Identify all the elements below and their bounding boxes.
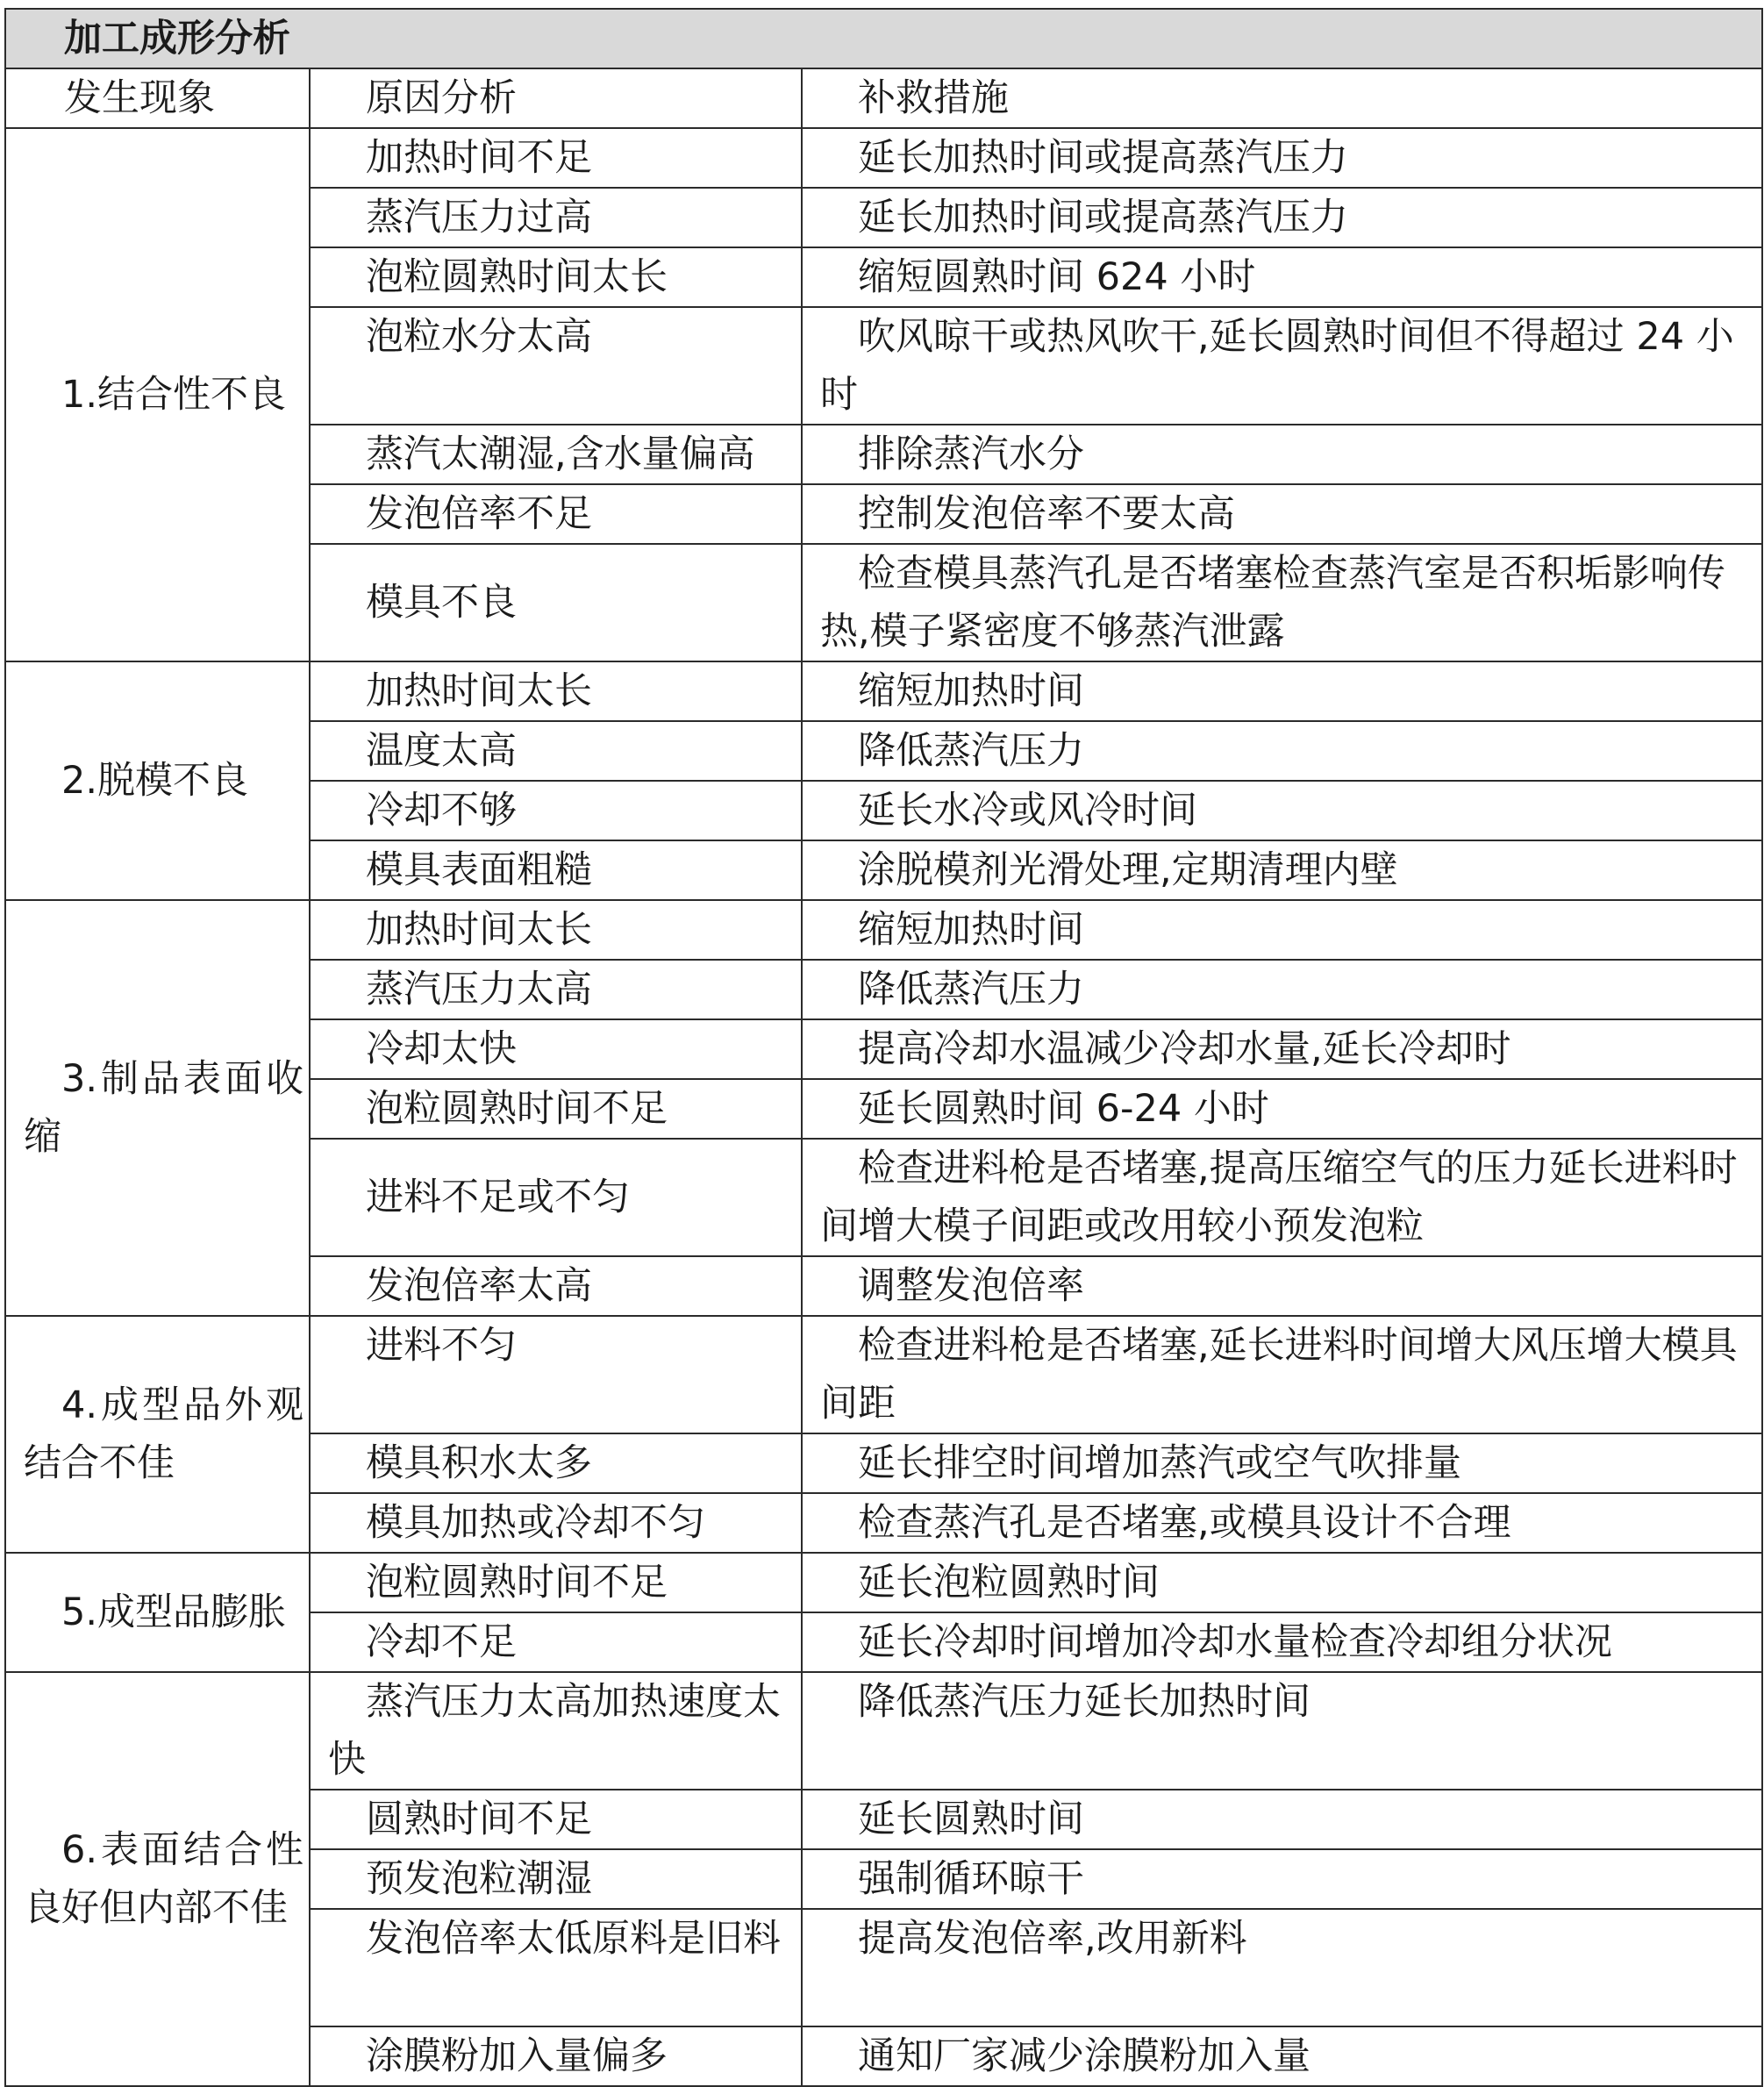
remedy-cell: 调整发泡倍率 [802, 1256, 1762, 1316]
remedy-cell: 提高发泡倍率,改用新料 [802, 1909, 1762, 2026]
table-row [5, 128, 1762, 188]
remedy-cell: 缩短加热时间 [802, 900, 1762, 960]
cause-cell: 模具积水太多 [310, 1433, 802, 1493]
cause-cell: 加热时间太长 [310, 900, 802, 960]
remedy-cell: 吹风晾干或热风吹干,延长圆熟时间但不得超过 24 小时 [802, 307, 1762, 425]
symptom-cell: 6.表面结合性良好但内部不佳 [5, 1672, 310, 2086]
cause-cell: 模具加热或冷却不匀 [310, 1493, 802, 1553]
remedy-cell: 涂脱模剂光滑处理,定期清理内壁 [802, 840, 1762, 900]
cause-cell: 泡粒水分太高 [310, 307, 802, 425]
remedy-cell: 检查进料枪是否堵塞,提高压缩空气的压力延长进料时间增大模子间距或改用较小预发泡粒 [802, 1139, 1762, 1256]
symptom-cell: 1.结合性不良 [5, 128, 310, 661]
cause-cell: 发泡倍率太低原料是旧料 [310, 1909, 802, 2026]
remedy-cell: 延长冷却时间增加冷却水量检查冷却组分状况 [802, 1612, 1762, 1672]
remedy-cell: 提高冷却水温减少冷却水量,延长冷却时 [802, 1019, 1762, 1079]
remedy-cell: 延长泡粒圆熟时间 [802, 1553, 1762, 1612]
remedy-cell: 强制循环晾干 [802, 1849, 1762, 1909]
symptom-cell: 4.成型品外观结合不佳 [5, 1316, 310, 1553]
table-row [5, 900, 1762, 960]
remedy-cell: 通知厂家减少涂膜粉加入量 [802, 2026, 1762, 2086]
cause-cell: 模具不良 [310, 544, 802, 661]
table-row [5, 1672, 1762, 1790]
cause-cell: 发泡倍率太高 [310, 1256, 802, 1316]
table-row [5, 1316, 1762, 1433]
symptom-cell: 5.成型品膨胀 [5, 1553, 310, 1672]
table-header-row [5, 68, 1762, 128]
remedy-cell: 检查蒸汽孔是否堵塞,或模具设计不合理 [802, 1493, 1762, 1553]
cause-cell: 泡粒圆熟时间不足 [310, 1553, 802, 1612]
cause-cell: 温度太高 [310, 721, 802, 781]
cause-cell: 泡粒圆熟时间不足 [310, 1079, 802, 1139]
cause-cell: 冷却不够 [310, 781, 802, 840]
symptom-cell: 2.脱模不良 [5, 661, 310, 900]
cause-cell: 圆熟时间不足 [310, 1790, 802, 1849]
cause-cell: 加热时间太长 [310, 661, 802, 721]
header-remedy: 补救措施 [802, 68, 1762, 128]
remedy-cell: 降低蒸汽压力延长加热时间 [802, 1672, 1762, 1790]
table-title-row [5, 9, 1762, 68]
remedy-cell: 检查模具蒸汽孔是否堵塞检查蒸汽室是否积垢影响传热,模子紧密度不够蒸汽泄露 [802, 544, 1762, 661]
remedy-cell: 检查进料枪是否堵塞,延长进料时间增大风压增大模具间距 [802, 1316, 1762, 1433]
remedy-cell: 降低蒸汽压力 [802, 721, 1762, 781]
table-row [5, 661, 1762, 721]
cause-cell: 涂膜粉加入量偏多 [310, 2026, 802, 2086]
remedy-cell: 延长圆熟时间 [802, 1790, 1762, 1849]
remedy-cell: 延长加热时间或提高蒸汽压力 [802, 128, 1762, 188]
cause-cell: 蒸汽压力太高 [310, 960, 802, 1019]
remedy-cell: 延长水冷或风冷时间 [802, 781, 1762, 840]
remedy-cell: 排除蒸汽水分 [802, 425, 1762, 484]
cause-cell: 发泡倍率不足 [310, 484, 802, 544]
cause-cell: 蒸汽压力过高 [310, 188, 802, 247]
cause-cell: 加热时间不足 [310, 128, 802, 188]
remedy-cell: 延长加热时间或提高蒸汽压力 [802, 188, 1762, 247]
cause-cell: 模具表面粗糙 [310, 840, 802, 900]
cause-cell: 冷却不足 [310, 1612, 802, 1672]
cause-cell: 蒸汽压力太高加热速度太快 [310, 1672, 802, 1790]
header-phenomenon: 发生现象 [5, 68, 310, 128]
table-title: 加工成形分析 [5, 9, 1762, 68]
remedy-cell: 控制发泡倍率不要太高 [802, 484, 1762, 544]
cause-cell: 冷却太快 [310, 1019, 802, 1079]
remedy-cell: 延长圆熟时间 6-24 小时 [802, 1079, 1762, 1139]
cause-cell: 泡粒圆熟时间太长 [310, 247, 802, 307]
cause-cell: 进料不匀 [310, 1316, 802, 1433]
cause-cell: 蒸汽太潮湿,含水量偏高 [310, 425, 802, 484]
molding-analysis-table [4, 8, 1763, 2087]
remedy-cell: 延长排空时间增加蒸汽或空气吹排量 [802, 1433, 1762, 1493]
cause-cell: 预发泡粒潮湿 [310, 1849, 802, 1909]
cause-cell: 进料不足或不匀 [310, 1139, 802, 1256]
header-cause: 原因分析 [310, 68, 802, 128]
remedy-cell: 缩短加热时间 [802, 661, 1762, 721]
table-row [5, 1553, 1762, 1612]
remedy-cell: 降低蒸汽压力 [802, 960, 1762, 1019]
symptom-cell: 3.制品表面收缩 [5, 900, 310, 1316]
remedy-cell: 缩短圆熟时间 624 小时 [802, 247, 1762, 307]
